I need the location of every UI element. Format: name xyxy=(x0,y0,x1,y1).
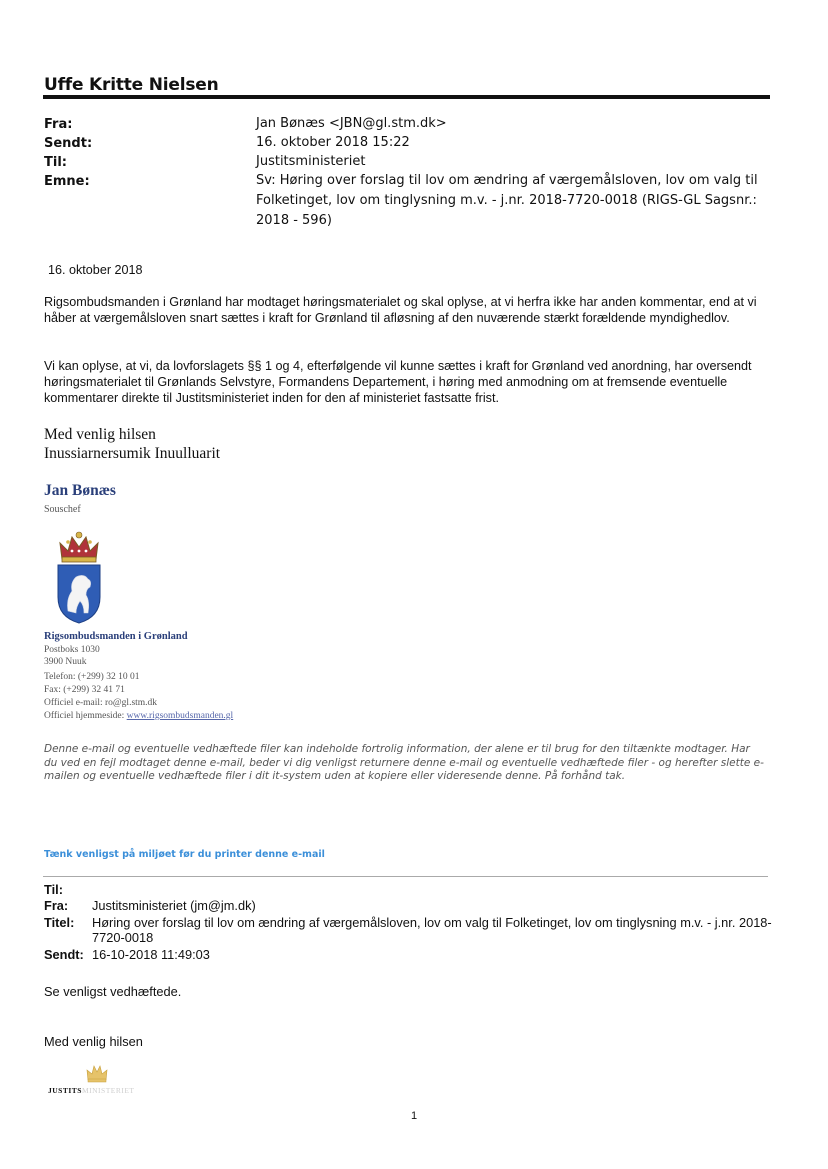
closing-greenlandic: Inussiarnersumik Inuulluarit xyxy=(44,445,221,462)
signature-address-line-1: Postboks 1030 xyxy=(44,645,100,655)
crown-icon xyxy=(60,532,98,562)
signature-title: Souschef xyxy=(44,504,81,515)
body-paragraph-2: Vi kan oplyse, at vi, da lovforslagets §§ 1 og 4, efterfølgende vil kunne sættes i kraft for Grønland ved anordning, har oversendt høringsmaterialet til Grønlands Selvstyre, Formandens Departement, i høring med anmodning om at fremsende eventuelle kommentarer direkte til Justitsministeriet inden for den af ministeriet fastsatte frist. xyxy=(44,359,752,405)
subject-label: Emne: xyxy=(44,174,90,189)
shield-polar-bear-icon xyxy=(58,565,100,623)
forward-from-label: Fra: xyxy=(44,898,69,913)
forward-sent-label: Sendt: xyxy=(44,947,84,962)
signature-name: Jan Bønæs xyxy=(44,482,116,499)
body-paragraph-1: Rigsombudsmanden i Grønland har modtaget høringsmaterialet og skal oplyse, at vi herfra ikke har anden kommentar, end at vi håber at værgemålsloven snart sættes i kraft for Grønland til afløsning af den nuværende stærkt forældende myndighedlov. xyxy=(44,295,757,325)
document-owner-name: Uffe Kritte Nielsen xyxy=(44,75,219,95)
sent-value: 16. oktober 2018 15:22 xyxy=(256,135,410,150)
forward-divider xyxy=(43,876,768,877)
signature-website xyxy=(44,710,233,722)
to-label: Til: xyxy=(44,155,67,170)
body-date: 16. oktober 2018 xyxy=(48,263,143,277)
wordmark-bold: JUSTITS xyxy=(48,1086,82,1095)
from-value: Jan Bønæs <JBN@gl.stm.dk> xyxy=(256,116,447,131)
forward-to-label: Til: xyxy=(44,882,63,897)
wordmark-light: MINISTERIET xyxy=(81,1086,135,1095)
signature-email: Officiel e-mail: ro@gl.stm.dk xyxy=(44,698,158,708)
forward-title-label: Titel: xyxy=(44,915,75,930)
forward-body: Se venligst vedhæftede. xyxy=(44,984,182,999)
signature-organization: Rigsombudsmanden i Grønland xyxy=(44,631,188,642)
signature-fax: Fax: (+299) 32 41 71 xyxy=(44,685,125,695)
website-label: Officiel hjemmeside: xyxy=(44,711,127,721)
signature-address-line-2: 3900 Nuuk xyxy=(44,657,87,667)
closing-greeting: Med venlig hilsen xyxy=(44,426,156,443)
signature-phone: Telefon: (+299) 32 10 01 xyxy=(44,672,140,682)
to-value: Justitsministeriet xyxy=(256,154,366,169)
subject-value: Sv: Høring over forslag til lov om ændring af værgemålsloven, lov om valg til Folketinget, lov om tinglysning m.v. - j.nr. 2018-7720-0018 (RIGS-GL Sagsnr.: 2018 - 596) xyxy=(256,173,758,228)
confidentiality-disclaimer: Denne e-mail og eventuelle vedhæftede filer kan indeholde fortrolig information, der alene er til brug for den tiltænkte modtager. Har du ved en fejl modtaget denne e-mail, beder vi dig venligst returnere denne e-mail og eventuelle vedhæftede filer - og herefter slette e-mailen og eventuelle vedhæftede filer i dit it-system uden at kopiere eller videresende denne. På forhånd tak. xyxy=(44,743,764,782)
forward-closing: Med venlig hilsen xyxy=(44,1034,143,1049)
header-divider xyxy=(43,95,770,99)
coat-of-arms-logo xyxy=(54,529,104,625)
forward-title-value: Høring over forslag til lov om ændring af værgemålsloven, lov om valg til Folketinget, lov om tinglysning m.v. - j.nr. 2018-7720-0018 xyxy=(92,915,772,945)
justice-crown-icon xyxy=(86,1064,108,1084)
website-link[interactable]: www.rigsombudsmanden.gl xyxy=(126,711,234,721)
forward-sent-value: 16-10-2018 11:49:03 xyxy=(92,947,210,962)
sent-label: Sendt: xyxy=(44,136,93,151)
justice-ministry-wordmark xyxy=(48,1086,135,1095)
page-number: 1 xyxy=(410,1110,418,1122)
from-label: Fra: xyxy=(44,117,73,132)
environment-note: Tænk venligst på miljøet før du printer denne e-mail xyxy=(44,849,325,860)
forward-from-value: Justitsministeriet (jm@jm.dk) xyxy=(92,898,256,913)
